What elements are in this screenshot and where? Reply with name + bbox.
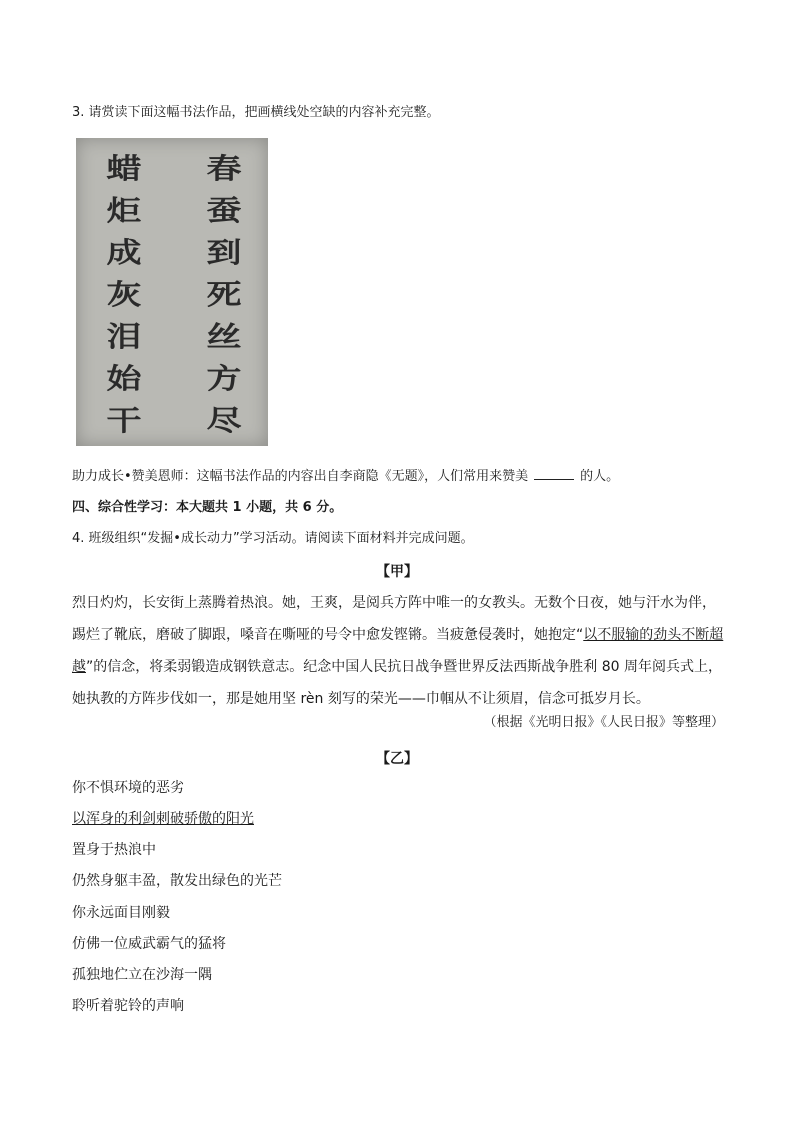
poem-line: 置身于热浪中 [72, 842, 156, 858]
calligraphy-char: 死 [206, 278, 242, 311]
calligraphy-char: 泪 [106, 320, 142, 353]
calligraphy-char: 春 [206, 152, 242, 185]
calligraphy-left-column [94, 148, 154, 442]
jia-heading: 【甲】 [376, 564, 418, 580]
calligraphy-char: 方 [206, 362, 242, 395]
poem-line: 孤独地伫立在沙海一隅 [72, 967, 212, 983]
poem-line: 仍然身躯丰盈，散发出绿色的光芒 [72, 873, 282, 889]
jia-underlined-text: 以不服输的劲头不断超越 [72, 627, 724, 675]
calligraphy-char: 始 [106, 362, 142, 395]
calligraphy-char: 灰 [106, 278, 142, 311]
calligraphy-char: 炬 [106, 194, 142, 227]
jia-text-part2: ”的信念，将柔弱锻造成钢铁意志。纪念中国人民抗日战争暨世界反法西斯战争胜利 80 周年阅兵式上，她执教的方阵步伐如一，那是她用坚 rèn 刻写的荣光——巾帼从不让须眉，信念可抵岁月长。 [72, 659, 722, 707]
helper-prefix: 助力成长•赞美恩师：这幅书法作品的内容出自李商隐《无题》，人们常用来赞美 [72, 469, 529, 484]
poem-line: 你永远面目刚毅 [72, 905, 170, 921]
calligraphy-char: 蚕 [206, 194, 242, 227]
calligraphy-char: 干 [106, 404, 142, 437]
helper-suffix: 的人。 [580, 469, 620, 484]
question-3-helper [72, 467, 619, 486]
question-4-prompt: 4. 班级组织“发掘•成长动力”学习活动。请阅读下面材料并完成问题。 [72, 531, 474, 546]
jia-source: （根据《光明日报》《人民日报》等整理） [483, 715, 724, 730]
calligraphy-char: 尽 [206, 404, 242, 437]
answer-blank[interactable] [534, 467, 574, 480]
poem-line-underlined: 以浑身的利剑刺破骄傲的阳光 [72, 811, 254, 827]
jia-paragraph [72, 587, 724, 715]
calligraphy-char: 到 [206, 236, 242, 269]
poem-line: 聆听着驼铃的声响 [72, 998, 184, 1014]
calligraphy-char: 丝 [206, 320, 242, 353]
calligraphy-right-column [194, 148, 254, 442]
jia-text-part1: 烈日灼灼，长安街上蒸腾着热浪。她，王爽，是阅兵方阵中唯一的女教头。无数个日夜，她与汗水为伴，踢烂了靴底，磨破了脚跟，嗓音在嘶哑的号令中愈发铿锵。当疲惫侵袭时，她抱定“ [72, 595, 716, 643]
poem-line: 仿佛一位威武霸气的猛将 [72, 936, 226, 952]
question-3-prompt: 3. 请赏读下面这幅书法作品，把画横线处空缺的内容补充完整。 [72, 105, 440, 120]
calligraphy-char: 蜡 [106, 152, 142, 185]
section-4-header: 四、综合性学习：本大题共 1 小题，共 6 分。 [72, 500, 343, 515]
yi-heading: 【乙】 [376, 751, 418, 767]
poem-line: 你不惧环境的恶劣 [72, 780, 184, 796]
calligraphy-char: 成 [106, 236, 142, 269]
calligraphy-image [76, 138, 268, 446]
